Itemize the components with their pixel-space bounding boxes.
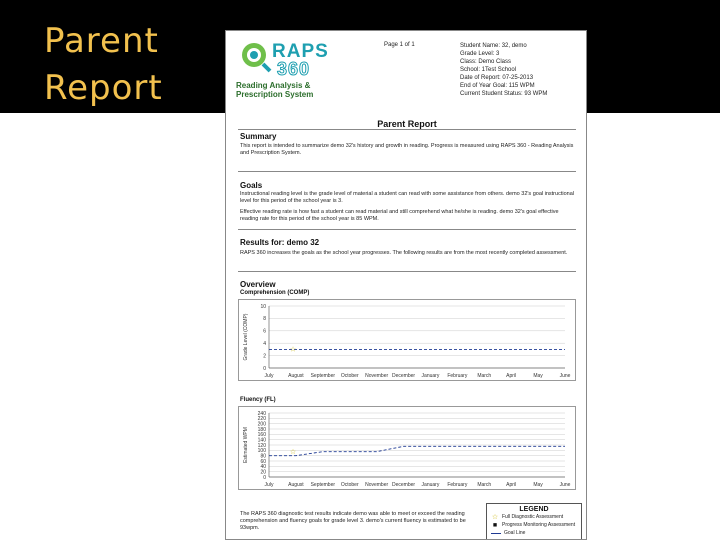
x-tick-label: September — [310, 482, 336, 488]
x-tick-label: February — [447, 482, 468, 488]
comprehension-chart-svg — [239, 300, 575, 380]
x-tick-label: December — [392, 373, 416, 379]
y-tick-label: 140 — [257, 437, 266, 444]
fluency-chart — [238, 406, 576, 490]
y-tick-label: 10 — [260, 303, 266, 310]
x-tick-label: July — [264, 373, 274, 379]
y-tick-label: 20 — [260, 469, 266, 476]
x-tick-label: April — [506, 373, 517, 379]
overview-heading: Overview — [240, 280, 276, 289]
x-tick-label: June — [559, 373, 571, 379]
slide-title-line1: Parent — [44, 21, 159, 61]
x-tick-label: November — [365, 373, 389, 379]
raps-logo — [234, 37, 334, 101]
y-tick-label: 60 — [260, 458, 266, 465]
square-icon: ■ — [492, 521, 498, 529]
logo-360-text: 360 — [277, 59, 311, 79]
results-text: RAPS 360 increases the goals as the school year progresses. The following results are from the most recently completed assessment. — [240, 250, 568, 256]
goals-heading: Goals — [240, 181, 263, 190]
x-tick-label: May — [533, 373, 543, 379]
y-axis-label: Estimated WPM — [243, 427, 249, 463]
student-info-line: End of Year Goal: 115 WPM — [460, 83, 535, 89]
report-document — [225, 30, 587, 540]
y-tick-label: 80 — [260, 453, 266, 460]
goal-line-series — [269, 446, 565, 455]
y-tick-label: 6 — [263, 328, 266, 335]
slide-title-line2: Report — [44, 68, 163, 108]
y-tick-label: 2 — [263, 353, 266, 360]
y-tick-label: 180 — [257, 426, 266, 433]
logo-tagline-1: Reading Analysis & — [236, 81, 311, 90]
x-tick-label: November — [365, 482, 389, 488]
comp-chart-title: Comprehension (COMP) — [240, 290, 310, 296]
goals-text-1: Instructional reading level is the grade level of material a student can read with some assistance from others. demo 32's goal instructional level for this period of the school year is 3. — [240, 191, 574, 204]
legend — [486, 503, 582, 540]
goals-divider — [238, 229, 576, 230]
closing-text: The RAPS 360 diagnostic test results indicate demo was able to meet or exceed the reading comprehension and fluency goals for grade level 3. demo's current fluency is estimated to be 93wpm. — [240, 511, 466, 531]
page-number: Page 1 of 1 — [384, 42, 415, 48]
x-tick-label: May — [533, 482, 543, 488]
y-tick-label: 220 — [257, 416, 266, 423]
legend-item-progress — [487, 521, 581, 529]
x-tick-label: October — [340, 482, 359, 488]
report-title: Parent Report — [377, 119, 437, 129]
x-tick-label: July — [264, 482, 274, 488]
results-divider — [238, 271, 576, 272]
student-info-line: Date of Report: 07-25-2013 — [460, 75, 534, 81]
legend-label-progress: Progress Monitoring Assessment — [502, 522, 576, 528]
legend-item-diagnostic — [487, 513, 581, 521]
y-axis-label: Grade Level (COMP) — [243, 313, 249, 361]
x-tick-label: January — [421, 482, 440, 488]
fluency-chart-title: Fluency (FL) — [240, 397, 276, 403]
x-tick-label: June — [559, 482, 571, 488]
legend-label-diagnostic: Full Diagnostic Assessment — [502, 514, 564, 520]
results-heading: Results for: demo 32 — [240, 238, 320, 247]
fluency-chart-svg — [239, 407, 575, 489]
student-info-line: Current Student Status: 93 WPM — [460, 91, 548, 97]
x-tick-label: August — [288, 482, 304, 488]
logo-raps-text: RAPS — [272, 41, 329, 62]
legend-title: LEGEND — [519, 506, 549, 513]
summary-text: This report is intended to summarize demo 32's history and growth in reading. Progress is measured using RAPS 360 - Reading Analysis and Prescription System. — [240, 143, 574, 156]
diagnostic-point: ☆ — [289, 345, 297, 354]
comprehension-chart — [238, 299, 576, 381]
title-divider — [238, 129, 576, 130]
x-tick-label: September — [310, 373, 336, 379]
x-tick-label: August — [288, 373, 304, 379]
magnifier-icon — [236, 39, 276, 79]
x-tick-label: April — [506, 482, 517, 488]
summary-divider — [238, 171, 576, 172]
y-tick-label: 100 — [257, 448, 266, 455]
x-tick-label: March — [477, 373, 492, 379]
y-tick-label: 160 — [257, 432, 266, 439]
student-info-line: School: 1Test School — [460, 67, 517, 73]
student-info-line: Grade Level: 3 — [460, 51, 500, 57]
student-info-line: Student Name: 32, demo — [460, 43, 527, 49]
y-tick-label: 4 — [263, 341, 266, 347]
summary-heading: Summary — [240, 132, 277, 141]
y-tick-label: 40 — [260, 464, 266, 471]
student-info-line: Class: Demo Class — [460, 59, 512, 65]
slide-title — [44, 18, 214, 112]
goals-text-2: Effective reading rate is how fast a student can read material and still comprehend what he/she is reading. demo 32's goal effective reading rate for this period of the school year is 85 WPM. — [240, 209, 559, 222]
y-tick-label: 0 — [263, 474, 266, 481]
student-info — [460, 42, 547, 98]
goal-line-icon — [491, 533, 501, 534]
y-tick-label: 8 — [263, 316, 266, 323]
y-tick-label: 0 — [263, 365, 266, 372]
legend-label-goal: Goal Line — [504, 530, 526, 536]
x-tick-label: January — [421, 373, 440, 379]
legend-item-goal — [487, 529, 581, 537]
y-tick-label: 240 — [257, 410, 266, 417]
diagnostic-point: ☆ — [289, 448, 297, 457]
y-tick-label: 200 — [257, 421, 266, 428]
x-tick-label: December — [392, 482, 416, 488]
x-tick-label: March — [477, 482, 492, 488]
logo-tagline-2: Prescription System — [236, 90, 314, 99]
y-tick-label: 120 — [257, 442, 266, 449]
x-tick-label: February — [447, 373, 468, 379]
x-tick-label: October — [340, 373, 359, 379]
star-icon: ☆ — [491, 514, 499, 521]
